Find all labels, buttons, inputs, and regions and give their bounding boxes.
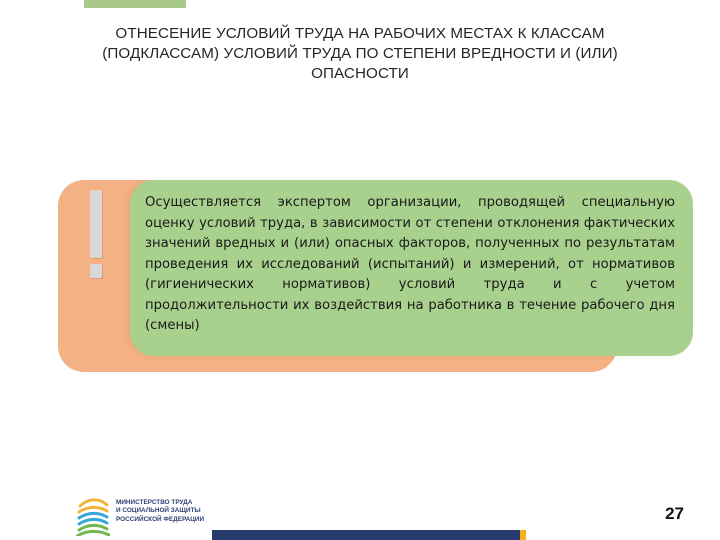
top-accent-bar bbox=[84, 0, 186, 8]
footer-rule bbox=[212, 530, 520, 540]
exclamation-bar bbox=[90, 190, 102, 258]
logo-text-line: МИНИСТЕРСТВО ТРУДА bbox=[116, 499, 193, 506]
slide-title-line: ОПАСНОСТИ bbox=[311, 65, 409, 82]
exclamation-icon bbox=[82, 190, 110, 290]
logo-text-line: И СОЦИАЛЬНОЙ ЗАЩИТЫ bbox=[116, 507, 201, 515]
logo-text bbox=[116, 499, 226, 524]
footer-logo bbox=[70, 496, 220, 540]
logo-text-line: РОССИЙСКОЙ ФЕДЕРАЦИИ bbox=[116, 515, 205, 523]
footer-rule-end bbox=[520, 530, 526, 540]
body-text: Осуществляется экспертом организации, проводящей специальную оценку условий труда, в зависимости от степени отклонения фактических значений вредных и (или) опасных факторов, полученных по результатам проведения их исследований (испытаний) и измерений, от нормативов (гигиенических нормативов) условий труда и с учетом продолжительности их воздействия на работника в течение рабочего дня (смены) bbox=[145, 195, 675, 333]
slide-title-line: (ПОДКЛАССАМ) УСЛОВИЙ ТРУДА ПО СТЕПЕНИ ВРЕДНОСТИ И (ИЛИ) bbox=[102, 45, 618, 62]
exclamation-dot bbox=[90, 264, 102, 278]
slide-title-line: ОТНЕСЕНИЕ УСЛОВИЙ ТРУДА НА РАБОЧИХ МЕСТАХ К КЛАССАМ bbox=[115, 25, 605, 42]
slide-title bbox=[40, 24, 680, 84]
ministry-logo-icon bbox=[76, 496, 110, 536]
page-number: 27 bbox=[665, 504, 684, 523]
